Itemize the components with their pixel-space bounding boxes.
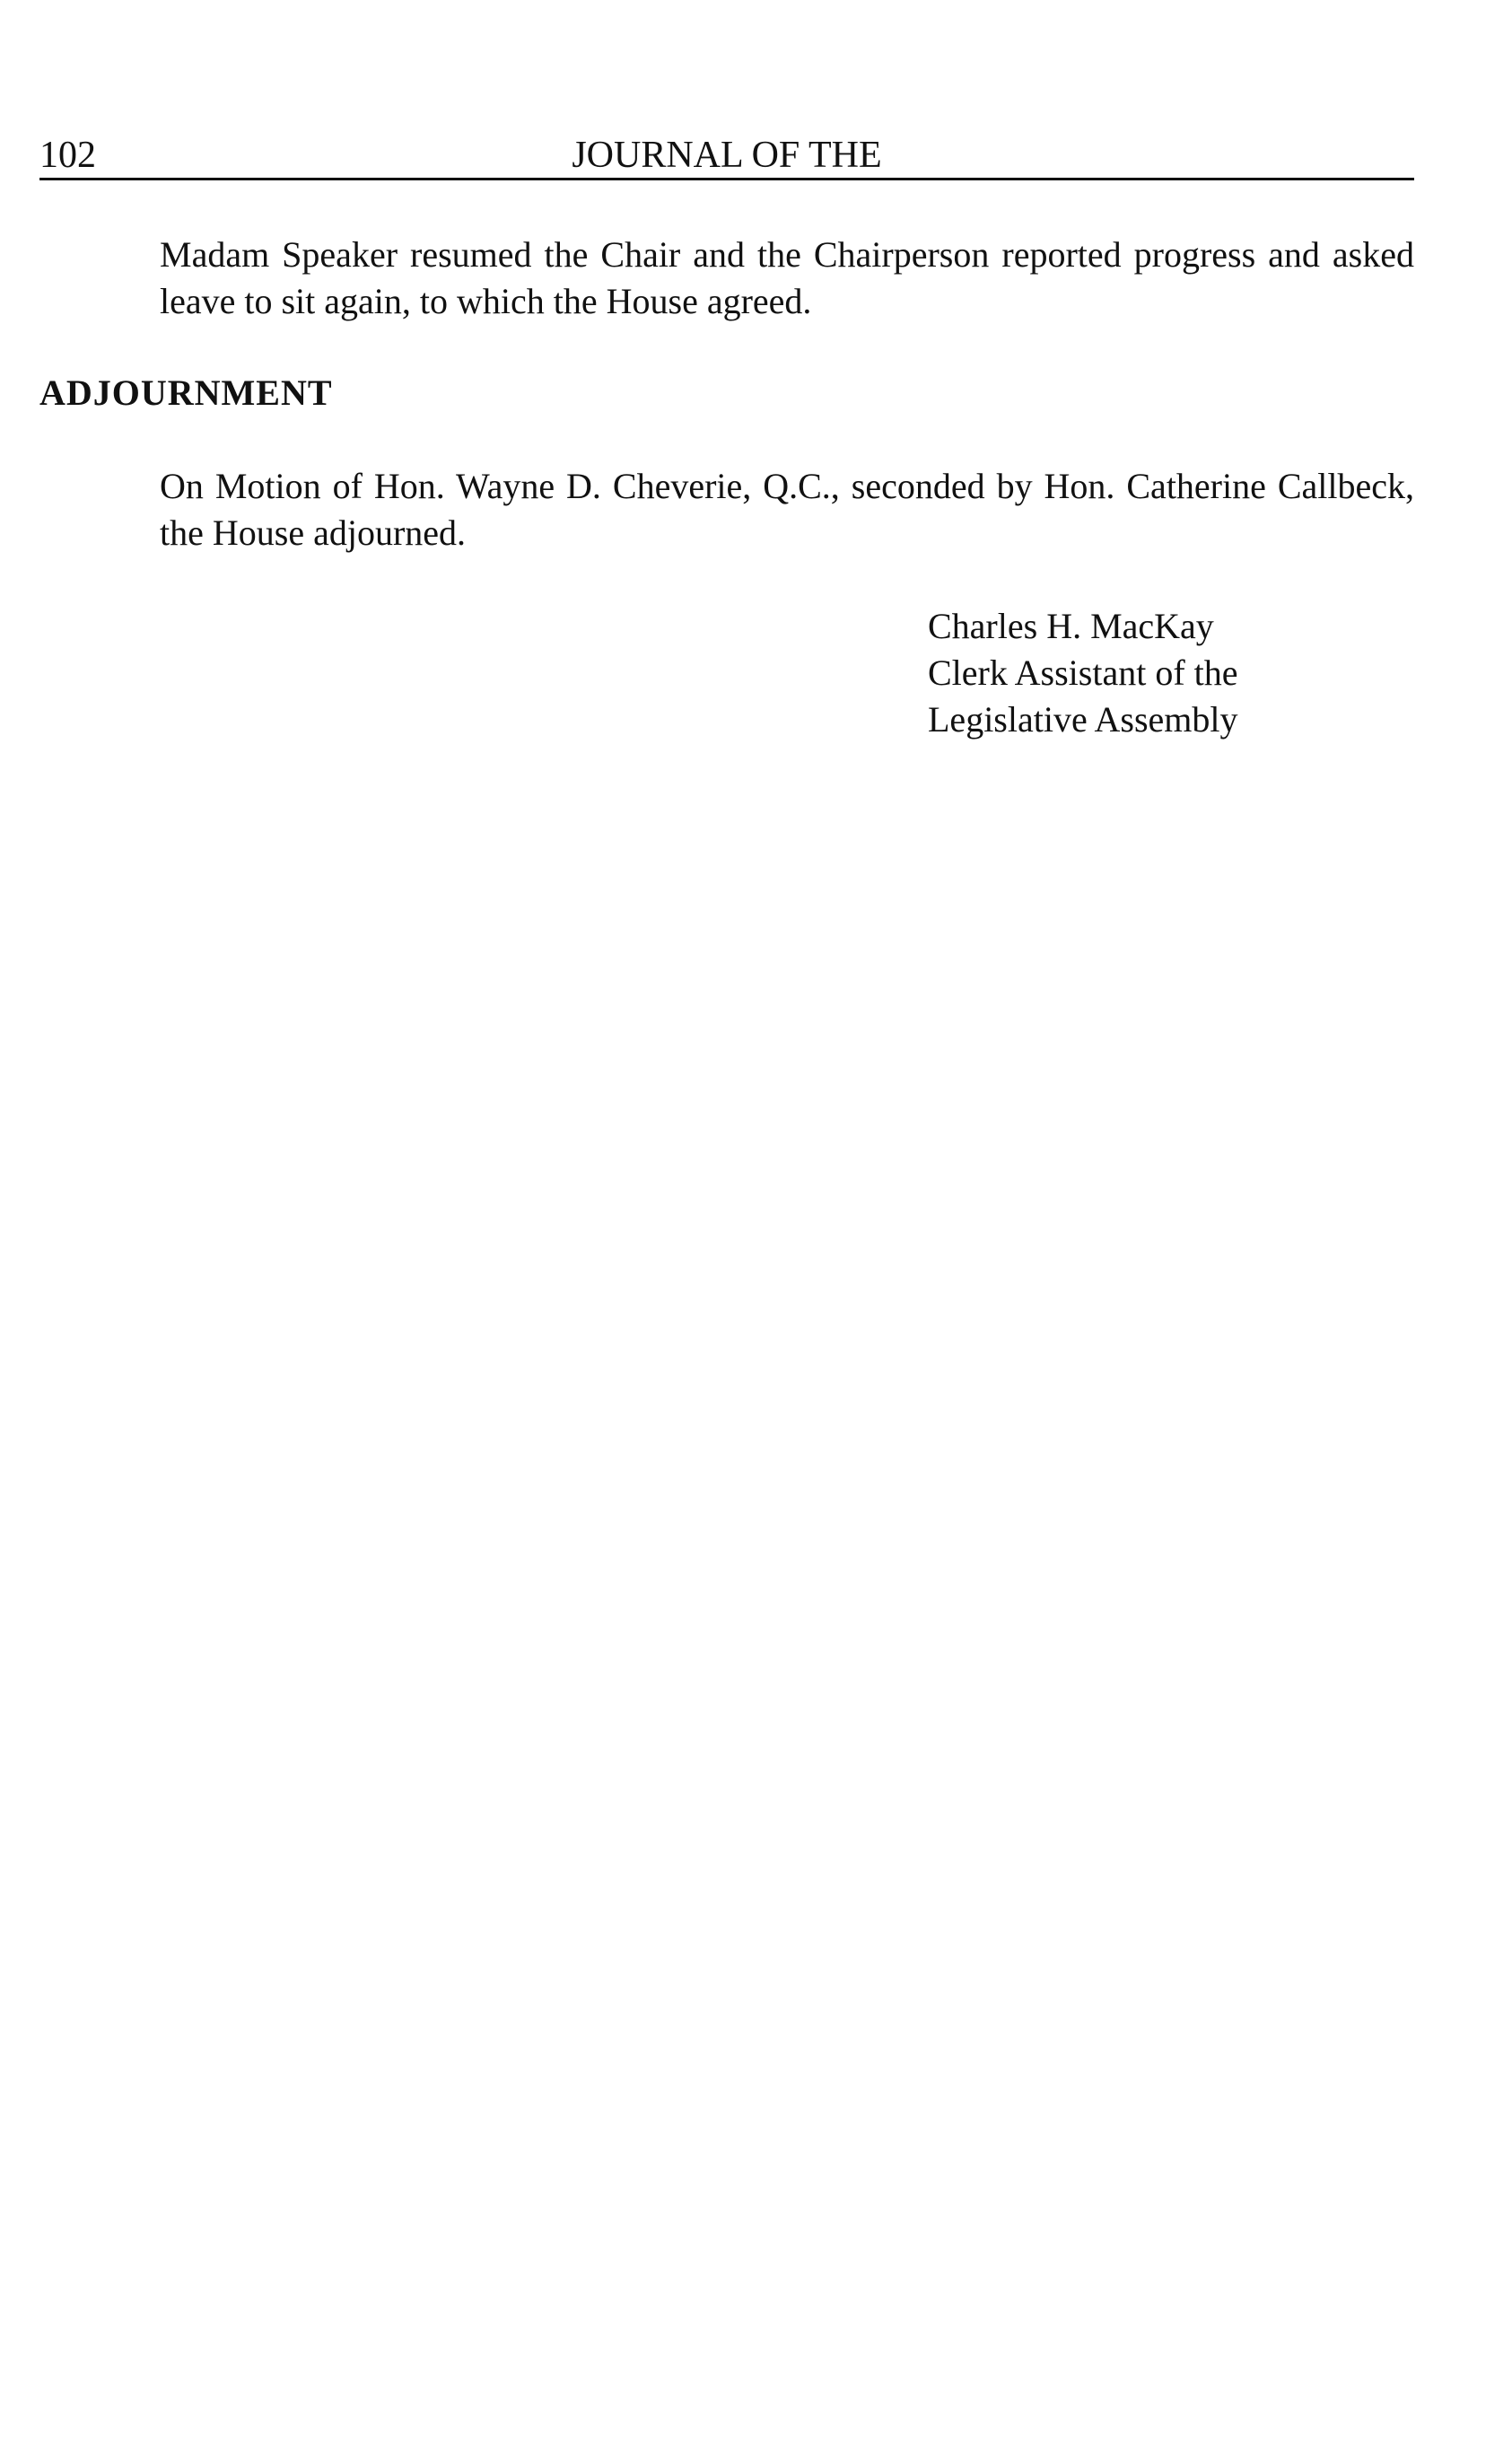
running-title: JOURNAL OF THE bbox=[572, 135, 882, 176]
signature-block bbox=[928, 603, 1238, 743]
signatory-title-line-2: Legislative Assembly bbox=[928, 699, 1238, 740]
adjournment-paragraph: On Motion of Hon. Wayne D. Cheverie, Q.C., seconded by Hon. Catherine Callbeck, the House adjourned. bbox=[160, 466, 1414, 553]
signatory-name: Charles H. MacKay bbox=[928, 606, 1214, 646]
progress-paragraph: Madam Speaker resumed the Chair and the Chairperson reported progress and asked leave to sit again, to which the House agreed. bbox=[160, 234, 1414, 321]
section-heading-adjournment: ADJOURNMENT bbox=[39, 372, 333, 413]
page-number: 102 bbox=[39, 135, 96, 176]
signatory-title-line-1: Clerk Assistant of the bbox=[928, 652, 1238, 693]
page-header bbox=[39, 133, 1414, 180]
